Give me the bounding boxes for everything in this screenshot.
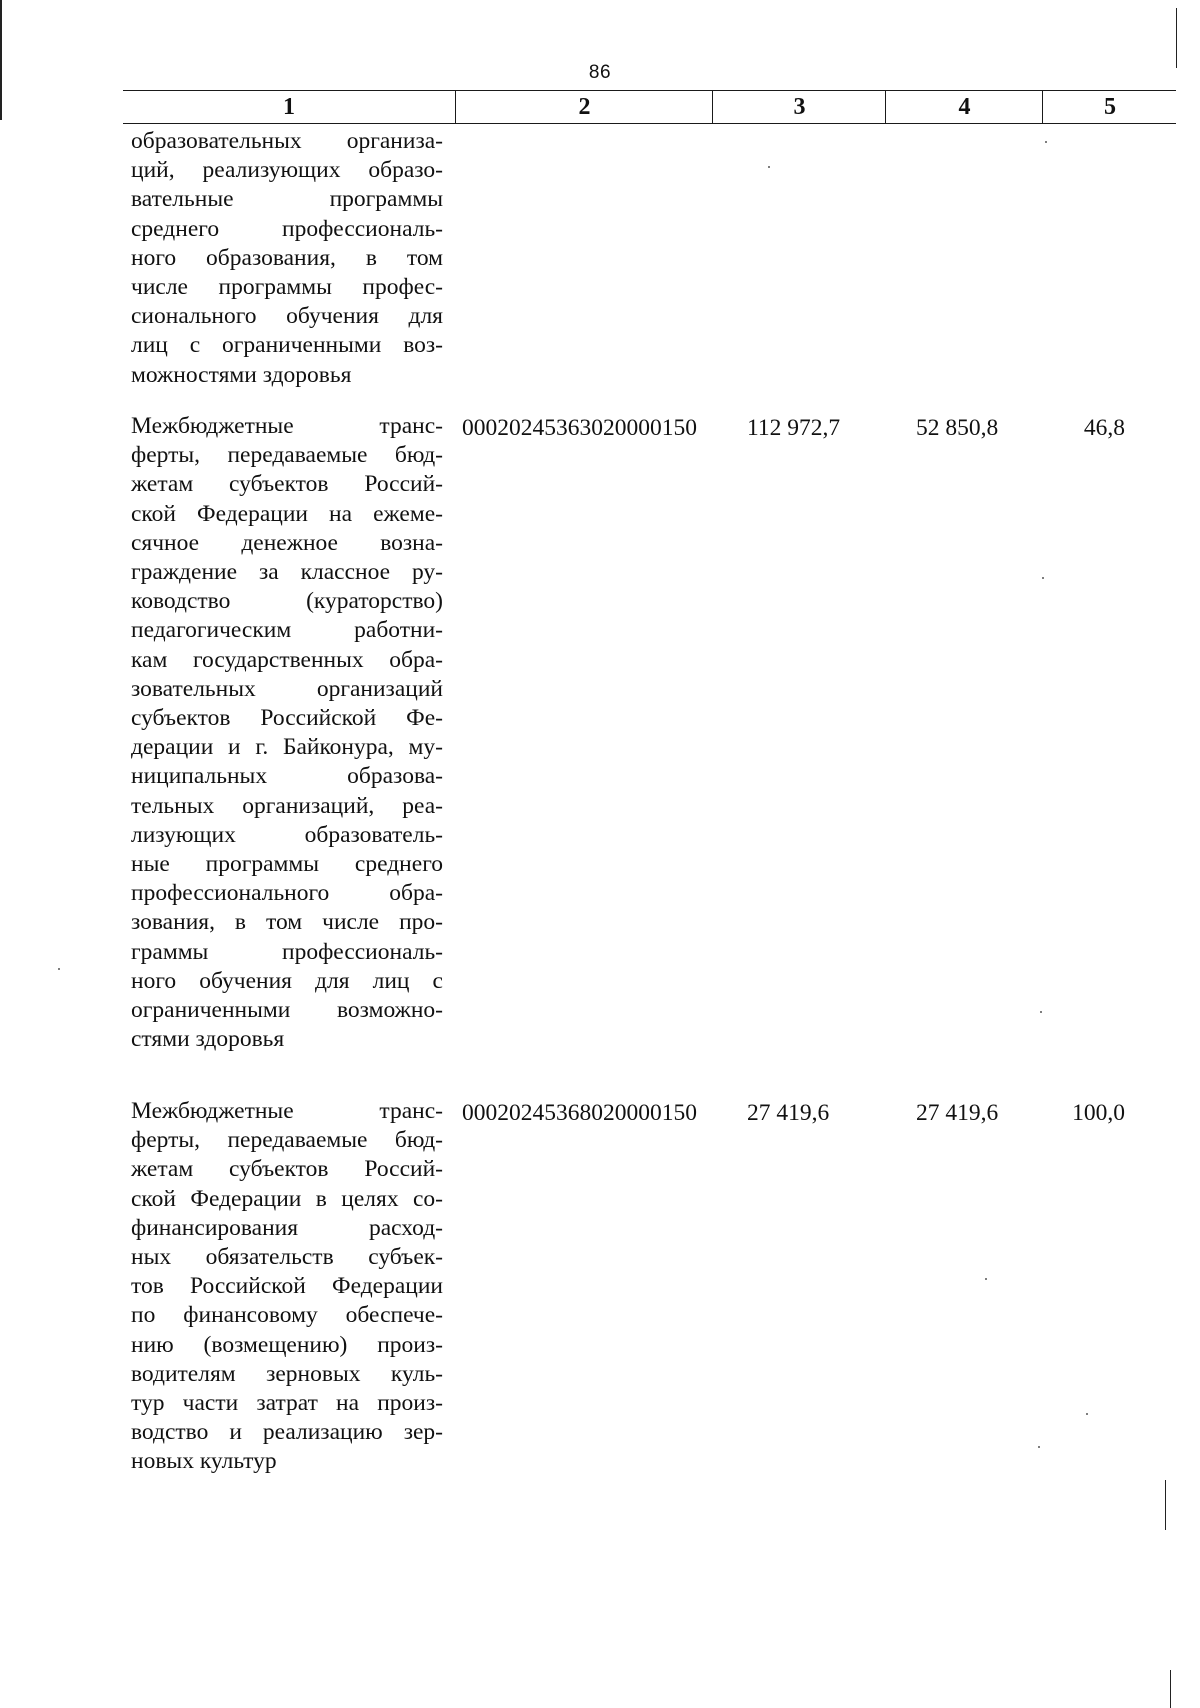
- text-line: жетам субъектов Россий-: [131, 471, 443, 498]
- text-line: Межбюджетные транс-: [131, 1098, 443, 1124]
- text-line: ных обязательств субъек-: [131, 1244, 443, 1271]
- row-1-percent: 46,8: [1083, 415, 1125, 441]
- table-header: [123, 90, 1176, 124]
- text-line: вательные программы: [131, 186, 443, 213]
- text-line: ферты, передаваемые бюд-: [131, 442, 443, 469]
- row-2-percent: 100,0: [1072, 1100, 1125, 1126]
- row-2-planned: 27 419,6: [747, 1100, 830, 1126]
- header-col-2: 2: [455, 91, 713, 123]
- text-line: дерации и г. Байконура, му-: [131, 734, 443, 761]
- continuation-text: [131, 127, 443, 390]
- text-line: тов Российской Федерации: [131, 1273, 443, 1300]
- text-line: ного обучения для лиц с: [131, 967, 443, 994]
- scan-speck: [985, 1278, 987, 1280]
- row-1-code: 00020245363020000150: [462, 415, 697, 441]
- text-line: граждение за классное ру-: [131, 559, 443, 586]
- text-line: Межбюджетные транс-: [131, 413, 443, 439]
- header-col-5: 5: [1042, 91, 1177, 123]
- text-line: ций, реализующих образо-: [131, 157, 443, 184]
- text-line: тельных организаций, реа-: [131, 792, 443, 819]
- text-line: кам государственных обра-: [131, 646, 443, 673]
- text-line: тур части затрат на произ-: [131, 1390, 443, 1417]
- text-line: субъектов Российской Фе-: [131, 705, 443, 732]
- text-line: числе программы профес-: [131, 274, 443, 301]
- text-line: по финансовому обеспече-: [131, 1302, 443, 1329]
- text-line: водителям зерновых куль-: [131, 1360, 443, 1387]
- text-line: ферты, передаваемые бюд-: [131, 1127, 443, 1154]
- row-1-planned: 112 972,7: [747, 415, 841, 441]
- text-line: профессионального обра-: [131, 880, 443, 907]
- text-line: сионального обучения для: [131, 303, 443, 330]
- text-line: ской Федерации в целях со-: [131, 1185, 443, 1212]
- scan-speck: [1086, 1413, 1088, 1415]
- header-col-1: 1: [283, 94, 295, 120]
- text-line: водство и реализацию зер-: [131, 1419, 443, 1446]
- text-line: можностями здоровья: [131, 361, 352, 388]
- scan-edge-right-bottom: [1170, 1670, 1171, 1708]
- text-line: ской Федерации на ежеме-: [131, 500, 443, 527]
- text-line: зования, в том числе про-: [131, 909, 443, 936]
- header-col-4: 4: [885, 91, 1043, 123]
- text-line: образовательных организа-: [131, 128, 443, 154]
- page-number: 86: [588, 62, 612, 83]
- scan-speck: [1042, 577, 1044, 579]
- text-line: ководство (кураторство): [131, 588, 443, 615]
- text-line: финансирования расход-: [131, 1214, 443, 1241]
- text-line: жетам субъектов Россий-: [131, 1156, 443, 1183]
- text-line: ограниченными возможно-: [131, 997, 443, 1024]
- text-line: зовательных организаций: [131, 675, 443, 702]
- row-1-description: [131, 412, 443, 1054]
- scan-speck: [768, 166, 770, 168]
- scan-edge-right: [1176, 8, 1177, 68]
- header-col-3: 3: [712, 91, 886, 123]
- text-line: ные программы среднего: [131, 851, 443, 878]
- text-line: ниципальных образова-: [131, 763, 443, 790]
- text-line: ного образования, в том: [131, 244, 443, 271]
- scan-edge-right-lower: [1165, 1480, 1166, 1530]
- text-line: стями здоровья: [131, 1026, 285, 1053]
- text-line: лиц с ограниченными воз-: [131, 332, 443, 359]
- scan-speck: [1040, 1011, 1042, 1013]
- text-line: нию (возмещению) произ-: [131, 1331, 443, 1358]
- row-1-executed: 52 850,8: [916, 415, 999, 441]
- scan-speck: [1038, 1446, 1040, 1448]
- scan-speck: [58, 968, 60, 970]
- text-line: лизующих образователь-: [131, 821, 443, 848]
- text-line: сячное денежное возна-: [131, 529, 443, 556]
- row-2-code: 00020245368020000150: [462, 1100, 697, 1126]
- scan-speck: [1045, 141, 1047, 143]
- row-2-description: [131, 1097, 443, 1477]
- text-line: среднего профессиональ-: [131, 215, 443, 242]
- text-line: педагогическим работни-: [131, 617, 443, 644]
- text-line: граммы профессиональ-: [131, 938, 443, 965]
- text-line: новых культур: [131, 1448, 277, 1475]
- row-2-executed: 27 419,6: [916, 1100, 999, 1126]
- scan-edge-left: [0, 0, 2, 120]
